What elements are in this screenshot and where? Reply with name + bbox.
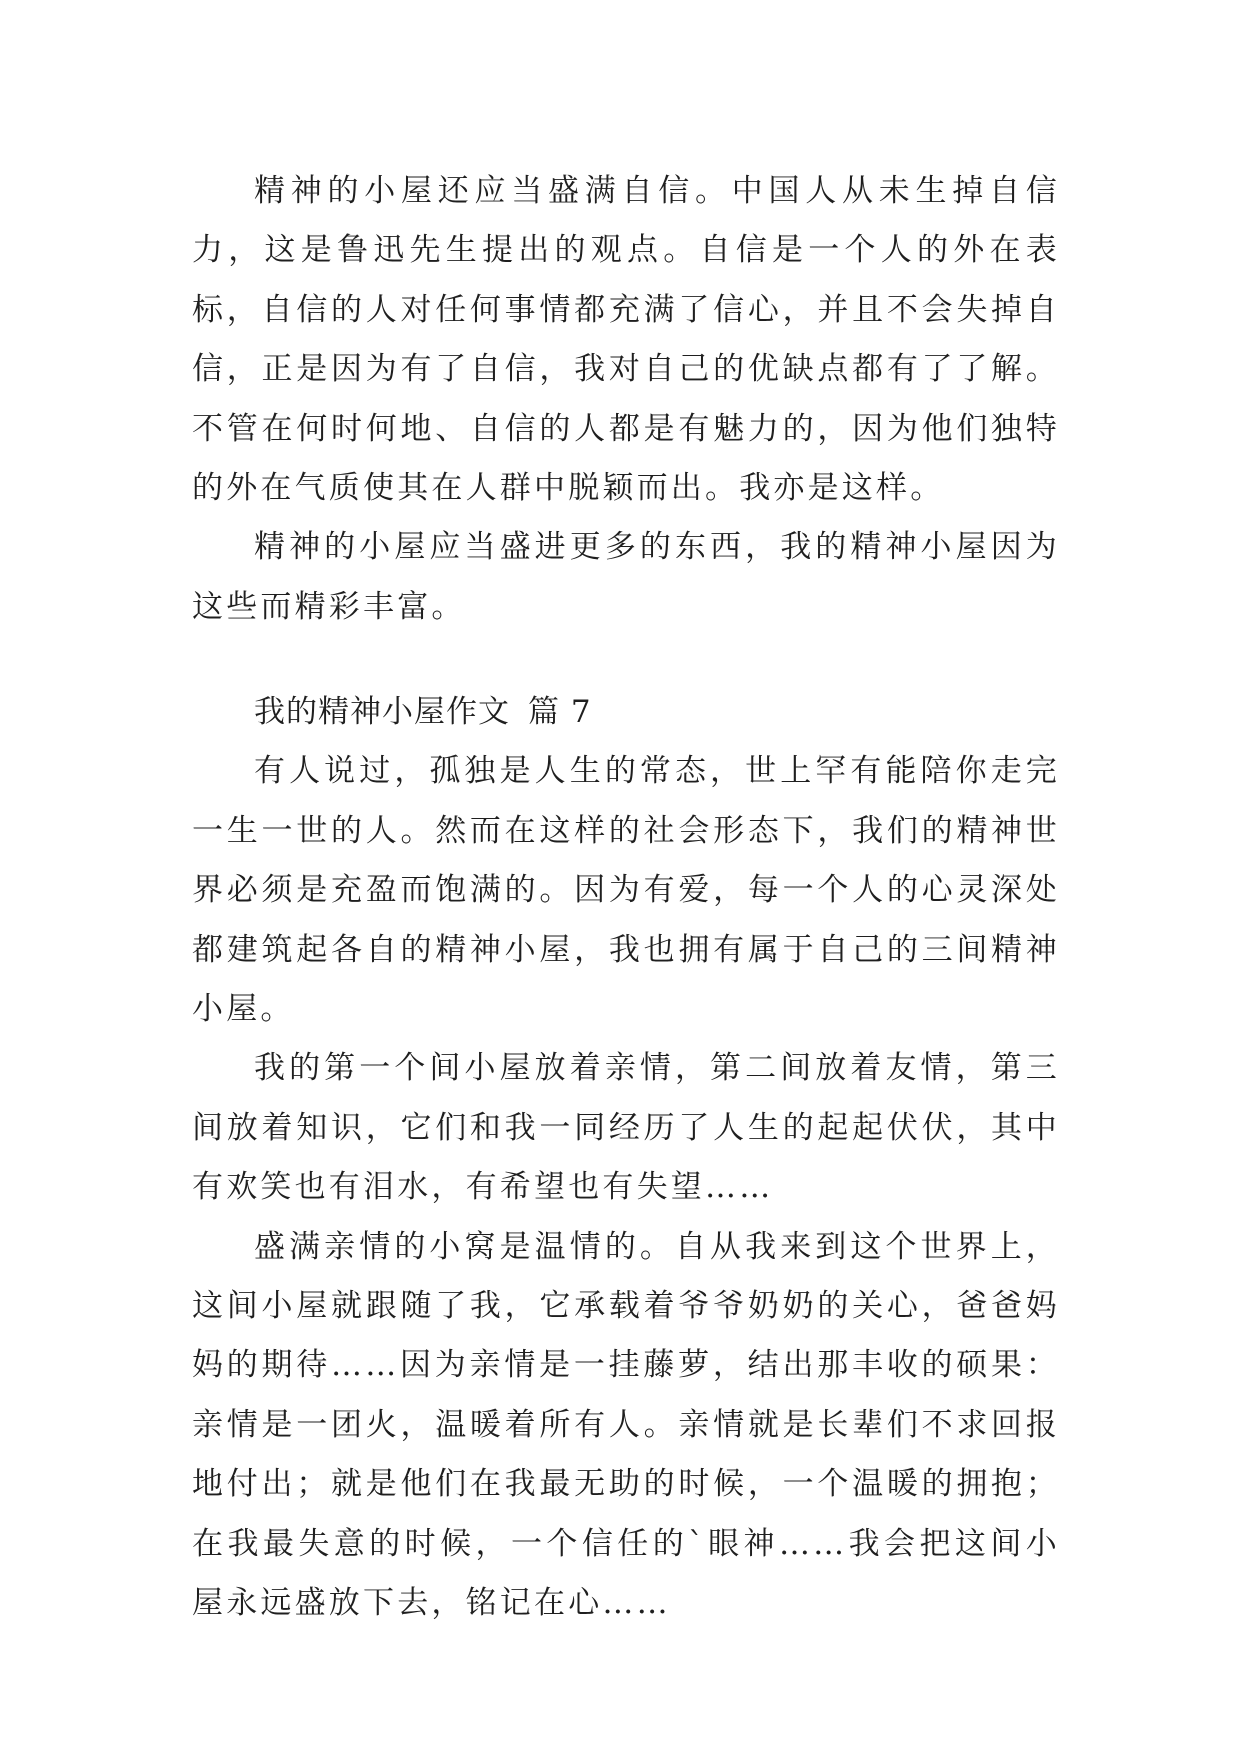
essay-heading [192,683,1060,742]
essay-title: 我的精神小屋作文 [254,694,510,730]
essay-number: 篇 7 [528,694,592,730]
paragraph-three-rooms: 我的第一个间小屋放着亲情，第二间放着友情，第三间放着知识，它们和我一同经历了人生的起起伏伏，其中有欢笑也有泪水，有希望也有失望…… [192,1050,1060,1206]
paragraph-closing: 精神的小屋应当盛进更多的东西，我的精神小屋因为这些而精彩丰富。 [192,529,1060,625]
paragraph-confidence: 精神的小屋还应当盛满自信。中国人从未生掉自信力，这是鲁迅先生提出的观点。自信是一个人的外在表标，自信的人对任何事情都充满了信心，并且不会失掉自信，正是因为有了自信，我对自己的优缺点都有了了解。不管在何时何地、自信的人都是有魅力的，因为他们独特的外在气质使其在人群中脱颖而出。我亦是这样。 [192,173,1060,507]
essay-continuation [192,162,1060,637]
paragraph-family-love: 盛满亲情的小窝是温情的。自从我来到这个世界上，这间小屋就跟随了我，它承载着爷爷奶奶的关心，爸爸妈妈的期待……因为亲情是一挂藤萝，结出那丰收的硕果：亲情是一团火，温暖着所有人。亲情就是长辈们不求回报地付出；就是他们在我最无助的时候，一个温暖的拥抱；在我最失意的时候，一个信任的`眼神……我会把这间小屋永远盛放下去，铭记在心…… [192,1228,1060,1622]
paragraph-intro: 有人说过，孤独是人生的常态，世上罕有能陪你走完一生一世的人。然而在这样的社会形态下，我们的精神世界必须是充盈而饱满的。因为有爱，每一个人的心灵深处都建筑起各自的精神小屋，我也拥有属于自己的三间精神小屋。 [192,753,1060,1028]
essay-7 [192,683,1060,1634]
